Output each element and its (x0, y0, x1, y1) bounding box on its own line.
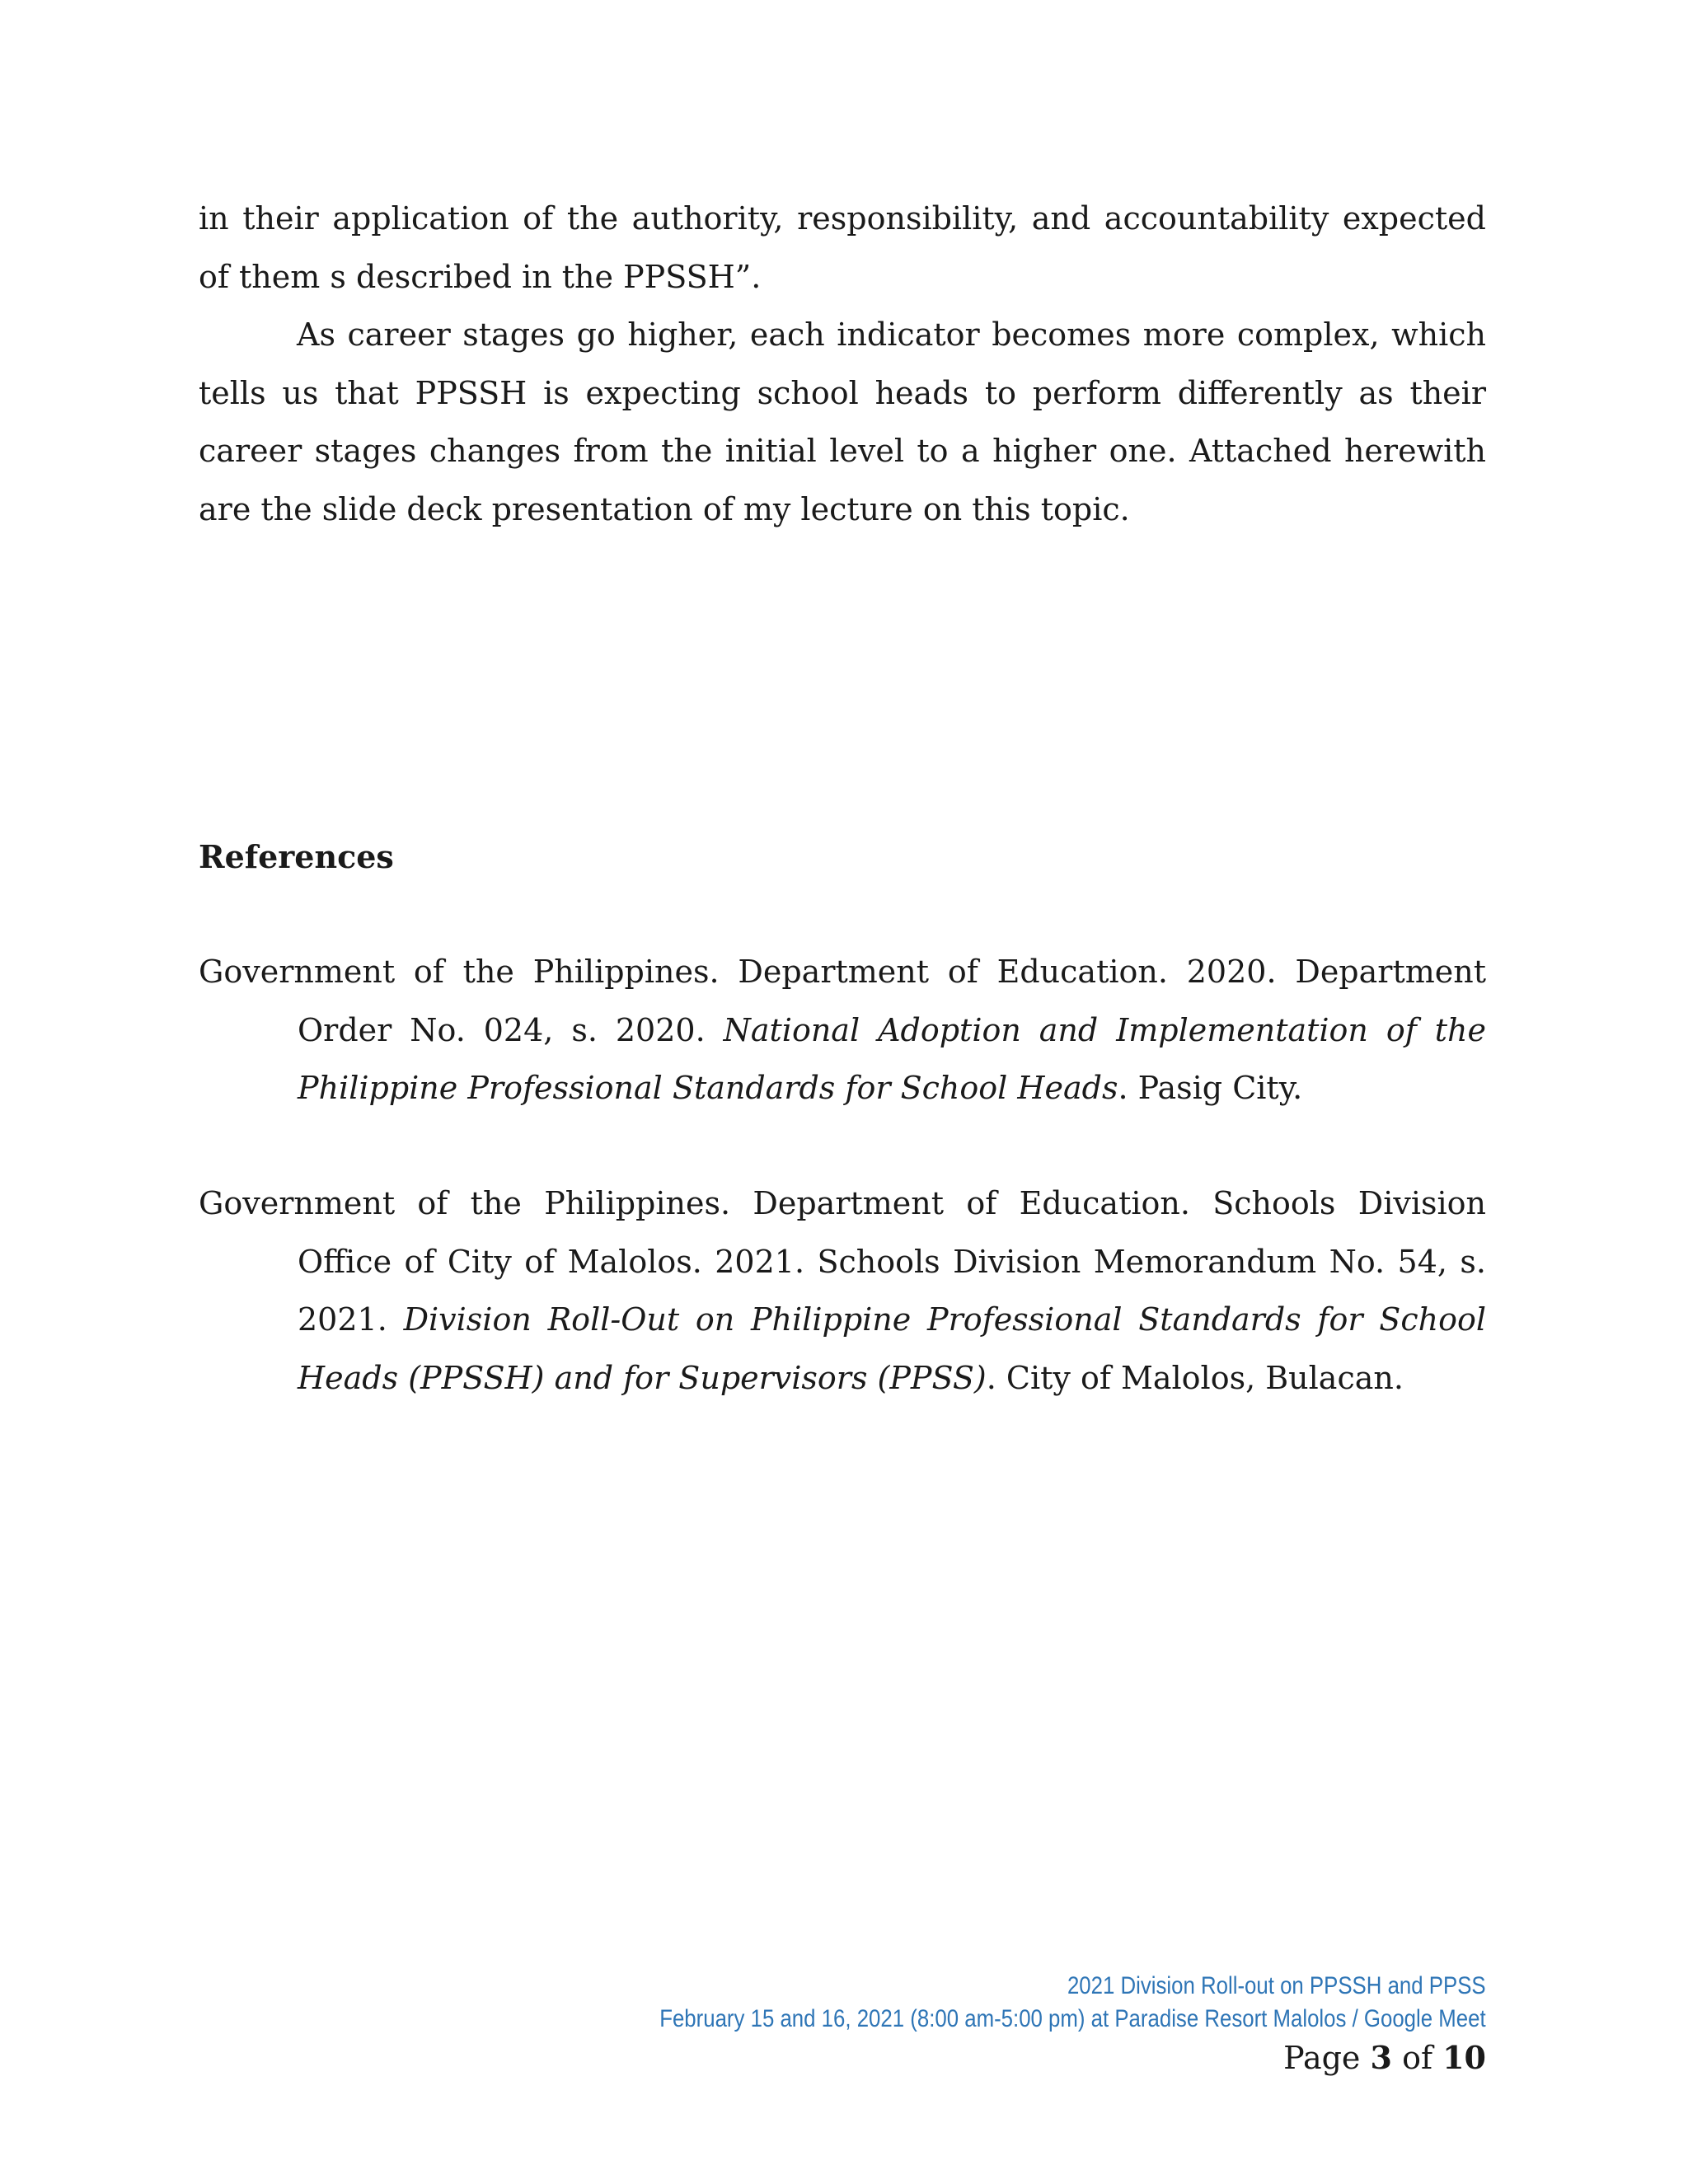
reference-item (199, 943, 1486, 1118)
reference-prefix: Government of the Philippines. Department of Education. 2020. Department Order No. 024, s. 2020. (199, 954, 1486, 1048)
page-number (525, 2036, 1486, 2080)
reference-title: National Adoption and Implementation of the Philippine Professional Standards for School Heads (298, 1011, 1486, 1106)
reference-prefix: Government of the Philippines. Department of Education. Schools Division Office of City of Malolos. 2021. Schools Division Memorandum No. 54, s. 2021. (199, 1185, 1486, 1338)
references-heading: References (199, 838, 394, 875)
page-current: 3 (1370, 2039, 1392, 2076)
reference-item (199, 1174, 1486, 1407)
page-label: Page (1283, 2040, 1361, 2076)
footer-event-title: 2021 Division Roll-out on PPSSH and PPSS (1067, 1972, 1486, 1999)
page-total: 10 (1442, 2039, 1486, 2076)
body-text (199, 190, 1486, 538)
page-of: of (1402, 2040, 1433, 2076)
reference-title: Division Roll-Out on Philippine Professional Standards for School Heads (PPSSH) and for Supervisors (PPSS) (298, 1301, 1487, 1396)
reference-suffix: . City of Malolos, Bulacan. (986, 1359, 1404, 1396)
reference-suffix: . Pasig City. (1118, 1070, 1303, 1106)
paragraph-continuation: in their application of the authority, responsibility, and accountability expected of them s described in the PPSSH”. (199, 200, 1486, 295)
paragraph-career-stages: As career stages go higher, each indicator becomes more complex, which tells us that PPSSH is expecting school heads to perform differently as their career stages changes from the initial level to a higher one. Attached herewith are the slide deck presentation of my lecture on this topic. (199, 316, 1486, 527)
footer-event-details: February 15 and 16, 2021 (8:00 am-5:00 pm) at Paradise Resort Malolos / Google Meet (659, 2005, 1486, 2032)
page-footer (525, 1970, 1486, 2080)
